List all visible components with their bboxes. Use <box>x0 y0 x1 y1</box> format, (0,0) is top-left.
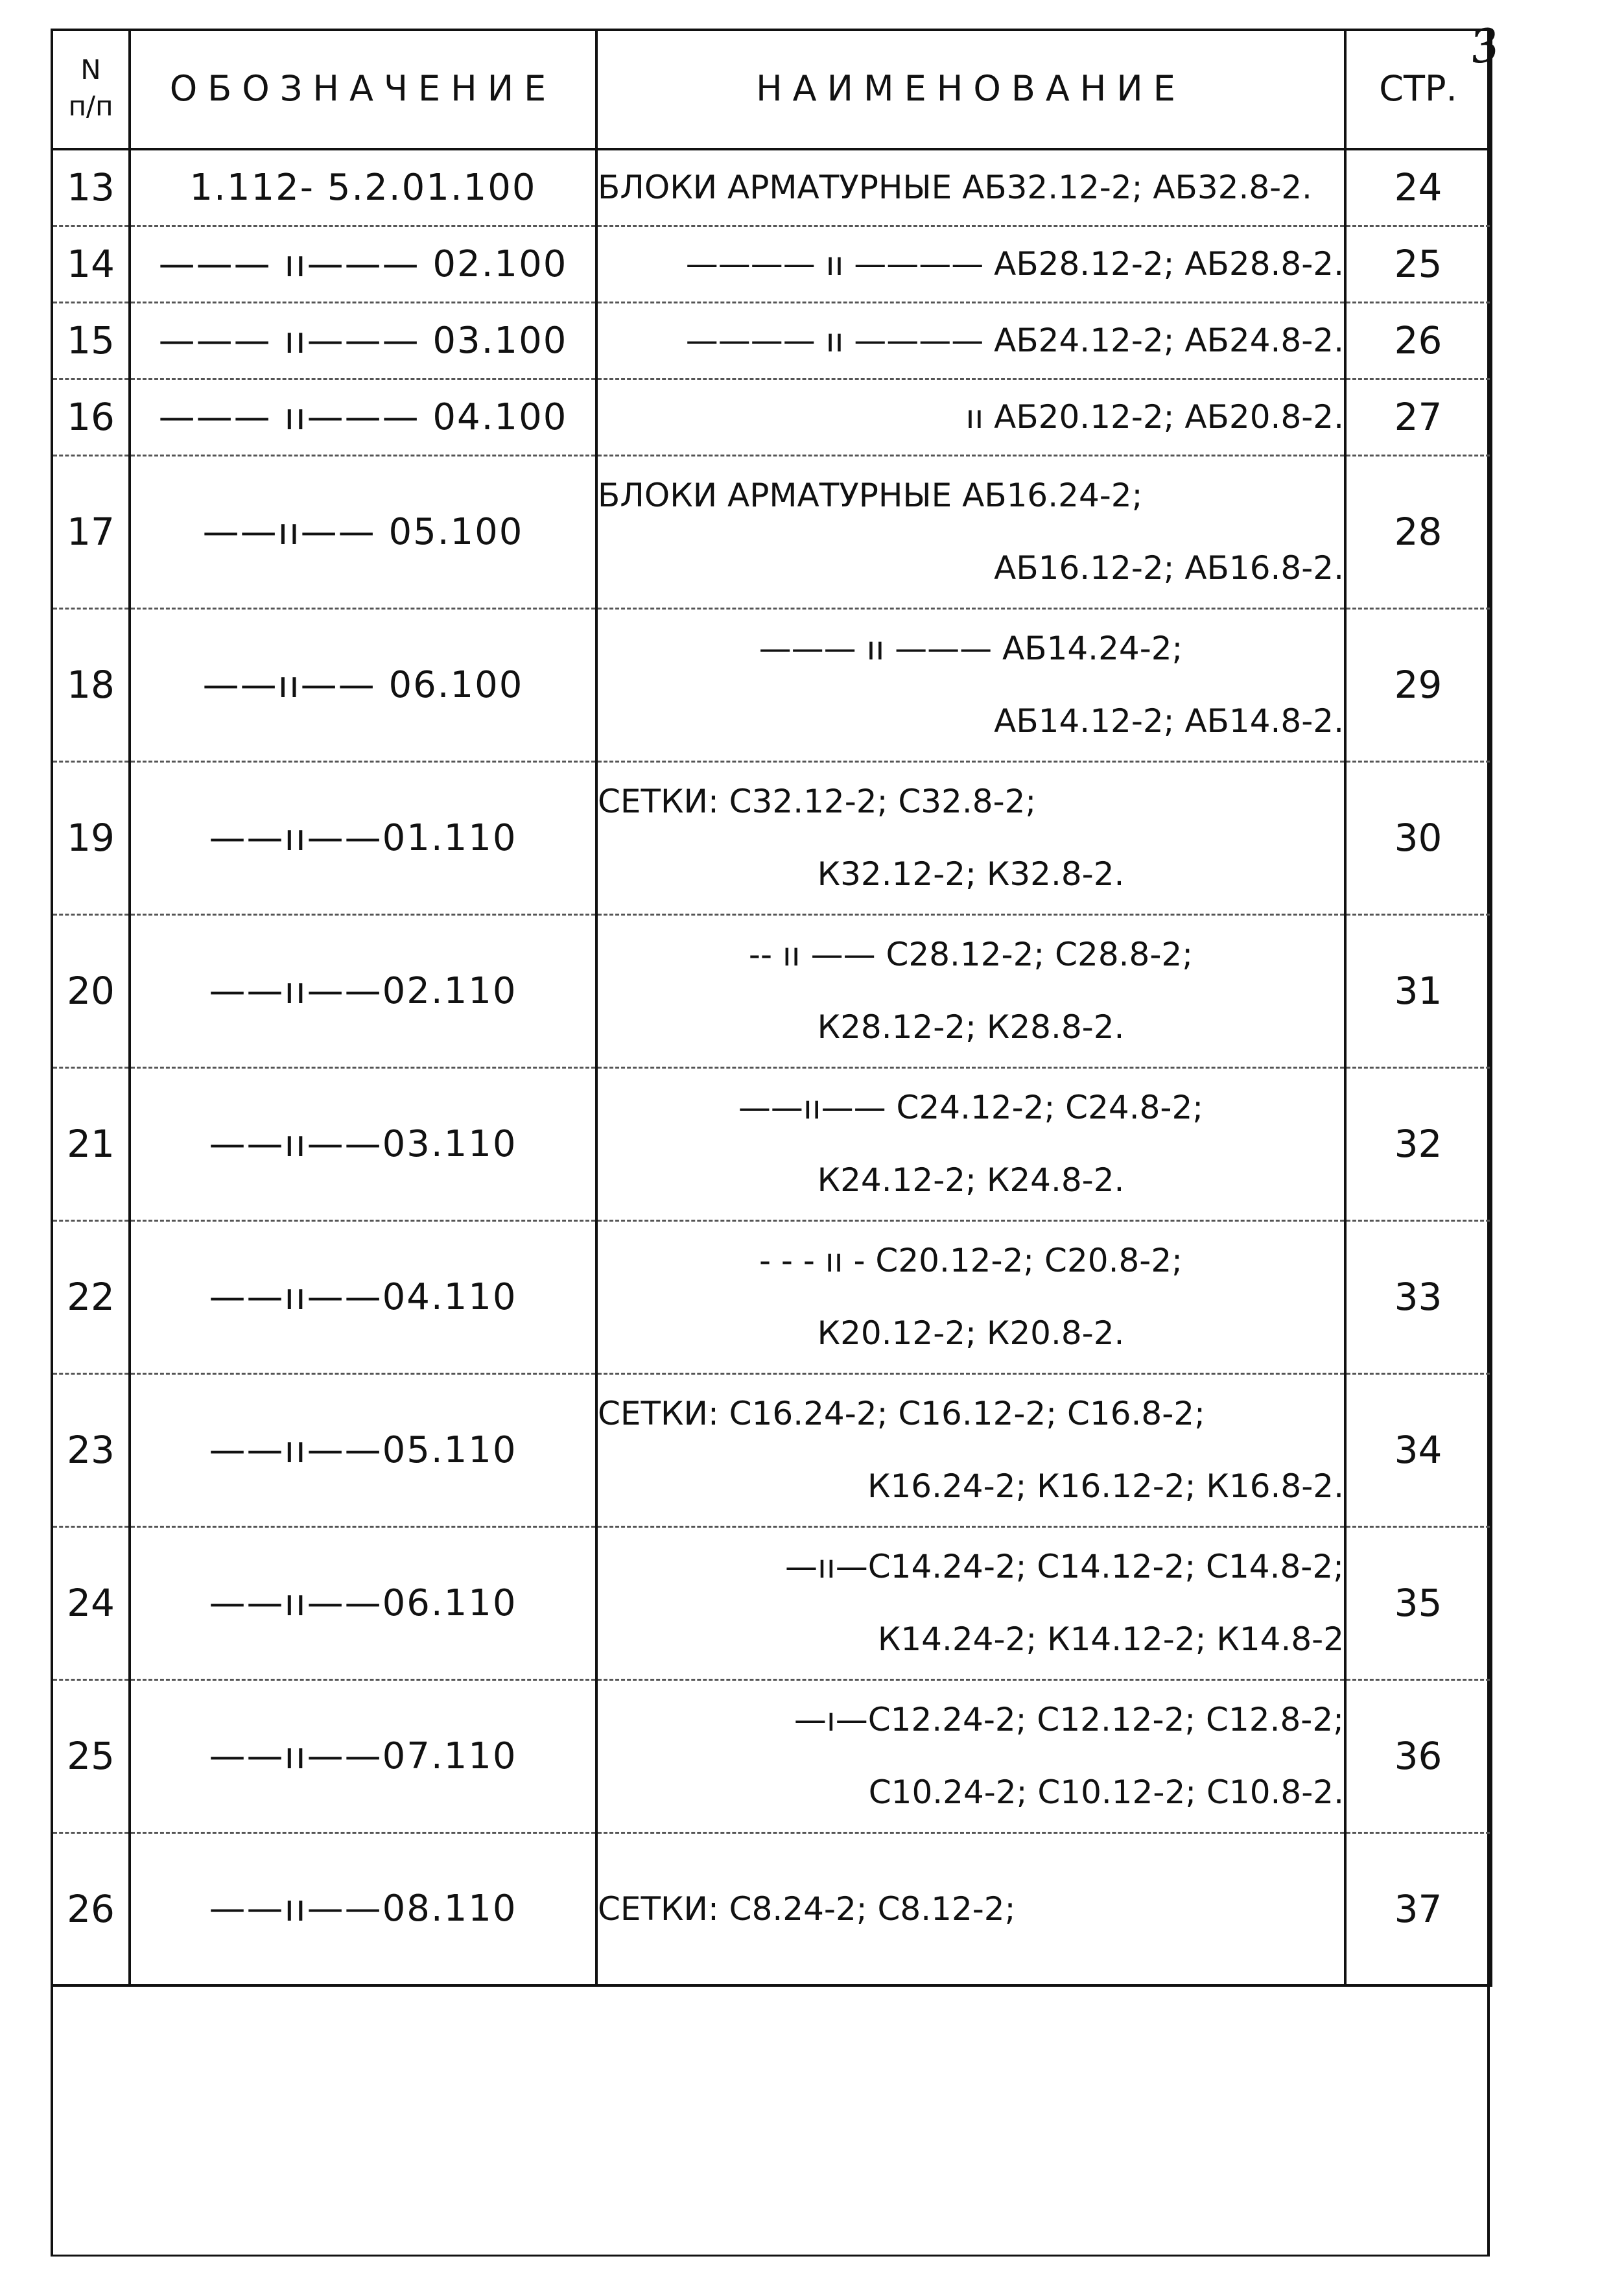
table-row <box>52 379 1491 455</box>
row-number: 26 <box>52 1832 130 1985</box>
row-page: 31 <box>1345 914 1491 1067</box>
header-number: N п/п <box>52 29 130 149</box>
table-row <box>52 608 1491 761</box>
table-row <box>52 914 1491 1067</box>
table-row <box>52 1526 1491 1679</box>
row-name: ———— ıı ———— АБ24.12-2; АБ24.8-2. <box>596 302 1345 379</box>
row-name: —ı—С12.24-2; С12.12-2; С12.8-2; С10.24-2; С10.12-2; С10.8-2. <box>596 1679 1345 1832</box>
row-name: СЕТКИ: С16.24-2; С16.12-2; С16.8-2; К16.24-2; К16.12-2; К16.8-2. <box>596 1373 1345 1526</box>
row-page: 28 <box>1345 455 1491 608</box>
table-body <box>52 149 1491 1985</box>
row-page: 33 <box>1345 1220 1491 1373</box>
row-page: 26 <box>1345 302 1491 379</box>
row-number: 24 <box>52 1526 130 1679</box>
row-page: 36 <box>1345 1679 1491 1832</box>
row-name: - - - ıı - С20.12-2; С20.8-2; К20.12-2; К20.8-2. <box>596 1220 1345 1373</box>
sheet-bottom-border <box>51 2255 1490 2257</box>
row-page: 24 <box>1345 149 1491 226</box>
table-row <box>52 1832 1491 1985</box>
table-row <box>52 1679 1491 1832</box>
row-name: БЛОКИ АРМАТУРНЫЕ АБ32.12-2; АБ32.8-2. <box>596 149 1345 226</box>
row-designation: ——ıı——06.110 <box>130 1526 596 1679</box>
row-name: —ıı—С14.24-2; С14.12-2; С14.8-2; К14.24-2; К14.12-2; К14.8-2 <box>596 1526 1345 1679</box>
row-designation: ——ıı——02.110 <box>130 914 596 1067</box>
row-name: ——— ıı ——— АБ14.24-2; АБ14.12-2; АБ14.8-2. <box>596 608 1345 761</box>
table-row <box>52 149 1491 226</box>
table-row <box>52 226 1491 302</box>
row-name: ——ıı—— С24.12-2; С24.8-2; К24.12-2; К24.8-2. <box>596 1067 1345 1220</box>
row-number: 19 <box>52 761 130 914</box>
table-row <box>52 1373 1491 1526</box>
row-designation: ——ıı——07.110 <box>130 1679 596 1832</box>
table-row <box>52 302 1491 379</box>
table-row <box>52 1220 1491 1373</box>
row-designation: ——ıı——03.110 <box>130 1067 596 1220</box>
table-row <box>52 761 1491 914</box>
row-number: 17 <box>52 455 130 608</box>
table-row <box>52 455 1491 608</box>
specification-table <box>51 29 1492 1987</box>
row-designation: ——— ıı——— 02.100 <box>130 226 596 302</box>
row-name: ıı АБ20.12-2; АБ20.8-2. <box>596 379 1345 455</box>
header-designation: ОБОЗНАЧЕНИЕ <box>130 29 596 149</box>
table-row <box>52 1067 1491 1220</box>
table-header-row <box>52 29 1491 149</box>
row-number: 23 <box>52 1373 130 1526</box>
row-number: 16 <box>52 379 130 455</box>
row-number: 15 <box>52 302 130 379</box>
row-designation: 1.112- 5.2.01.100 <box>130 149 596 226</box>
row-number: 21 <box>52 1067 130 1220</box>
row-name: СЕТКИ: С32.12-2; С32.8-2; К32.12-2; К32.8-2. <box>596 761 1345 914</box>
row-designation: ——— ıı——— 04.100 <box>130 379 596 455</box>
row-number: 22 <box>52 1220 130 1373</box>
row-number: 18 <box>52 608 130 761</box>
row-page: 25 <box>1345 226 1491 302</box>
row-number: 13 <box>52 149 130 226</box>
row-number: 14 <box>52 226 130 302</box>
row-page: 32 <box>1345 1067 1491 1220</box>
row-designation: ——ıı——04.110 <box>130 1220 596 1373</box>
row-designation: ——ıı——08.110 <box>130 1832 596 1985</box>
header-page: СТР. <box>1345 29 1491 149</box>
row-name: БЛОКИ АРМАТУРНЫЕ АБ16.24-2; АБ16.12-2; АБ16.8-2. <box>596 455 1345 608</box>
row-page: 27 <box>1345 379 1491 455</box>
row-name: -- ıı —— С28.12-2; С28.8-2; К28.12-2; К28.8-2. <box>596 914 1345 1067</box>
row-designation: ——ıı—— 05.100 <box>130 455 596 608</box>
row-page: 34 <box>1345 1373 1491 1526</box>
row-designation: ——ıı——05.110 <box>130 1373 596 1526</box>
row-name: СЕТКИ: С8.24-2; С8.12-2; <box>596 1832 1345 1985</box>
row-page: 30 <box>1345 761 1491 914</box>
row-name: ———— ıı ———— АБ28.12-2; АБ28.8-2. <box>596 226 1345 302</box>
row-number: 25 <box>52 1679 130 1832</box>
row-page: 35 <box>1345 1526 1491 1679</box>
row-designation: ——ıı——01.110 <box>130 761 596 914</box>
row-number: 20 <box>52 914 130 1067</box>
page-number: 3 <box>1466 18 1503 75</box>
row-page: 37 <box>1345 1832 1491 1985</box>
row-designation: ——— ıı——— 03.100 <box>130 302 596 379</box>
row-page: 29 <box>1345 608 1491 761</box>
header-name: НАИМЕНОВАНИЕ <box>596 29 1345 149</box>
row-designation: ——ıı—— 06.100 <box>130 608 596 761</box>
